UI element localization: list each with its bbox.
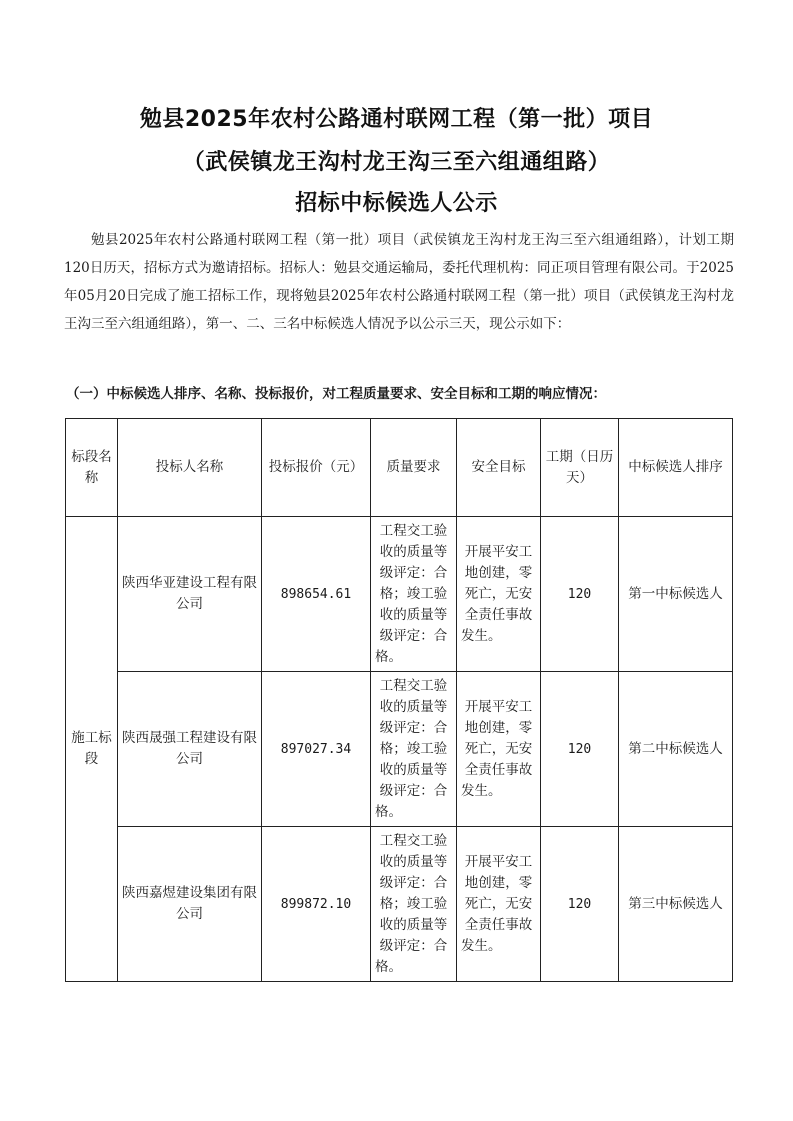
section-1-heading: （一）中标候选人排序、名称、投标报价，对工程质量要求、安全目标和工期的响应情况： <box>66 386 606 402</box>
header-section: 标段名称 <box>66 419 118 517</box>
safety-cell: 开展平安工地创建，零死亡，无安全责任事故发生。 <box>457 517 541 672</box>
quality-cell: 工程交工验收的质量等级评定：合格；竣工验收的质量等级评定：合格。 <box>371 517 457 672</box>
rank-cell: 第二中标候选人 <box>619 672 733 827</box>
rank-cell: 第一中标候选人 <box>619 517 733 672</box>
safety-cell: 开展平安工地创建，零死亡，无安全责任事故发生。 <box>457 827 541 982</box>
header-safety: 安全目标 <box>457 419 541 517</box>
header-price: 投标报价（元） <box>262 419 371 517</box>
header-rank: 中标候选人排序 <box>619 419 733 517</box>
intro-paragraph: 勉县2025年农村公路通村联网工程（第一批）项目（武侯镇龙王沟村龙王沟三至六组通组路），计划工期120日历天，招标方式为邀请招标。招标人：勉县交通运输局，委托代理机构：同正项目管理有限公司。于2025年05月20日完成了施工招标工作，现将勉县2025年农村公路通村联网工程（第一批）项目（武侯镇龙王沟村龙王沟三至六组通组路），第一、二、三名中标候选人情况予以公示三天，现公示如下： <box>64 232 734 332</box>
quality-cell: 工程交工验收的质量等级评定：合格；竣工验收的质量等级评定：合格。 <box>371 672 457 827</box>
table-row <box>66 517 733 672</box>
document-title-line-2: （武侯镇龙王沟村龙王沟三至六组通组路） <box>182 150 611 175</box>
bid-price-cell: 899872.10 <box>262 827 371 982</box>
header-bidder: 投标人名称 <box>118 419 262 517</box>
header-duration: 工期（日历天） <box>541 419 619 517</box>
bidder-name-cell: 陕西晟强工程建设有限公司 <box>118 672 262 827</box>
table-row <box>66 672 733 827</box>
duration-cell: 120 <box>541 672 619 827</box>
duration-cell: 120 <box>541 517 619 672</box>
document-title-line-1: 勉县2025年农村公路通村联网工程（第一批）项目 <box>139 107 654 132</box>
table-row <box>66 827 733 982</box>
section-name-cell: 施工标段 <box>66 517 118 982</box>
duration-cell: 120 <box>541 827 619 982</box>
bidder-name-cell: 陕西华亚建设工程有限公司 <box>118 517 262 672</box>
safety-cell: 开展平安工地创建，零死亡，无安全责任事故发生。 <box>457 672 541 827</box>
quality-cell: 工程交工验收的质量等级评定：合格；竣工验收的质量等级评定：合格。 <box>371 827 457 982</box>
bidder-name-cell: 陕西嘉煜建设集团有限公司 <box>118 827 262 982</box>
rank-cell: 第三中标候选人 <box>619 827 733 982</box>
header-quality: 质量要求 <box>371 419 457 517</box>
document-title-line-3: 招标中标候选人公示 <box>295 191 498 216</box>
bid-price-cell: 897027.34 <box>262 672 371 827</box>
candidate-table <box>65 418 733 982</box>
bid-price-cell: 898654.61 <box>262 517 371 672</box>
table-header-row <box>66 419 733 517</box>
